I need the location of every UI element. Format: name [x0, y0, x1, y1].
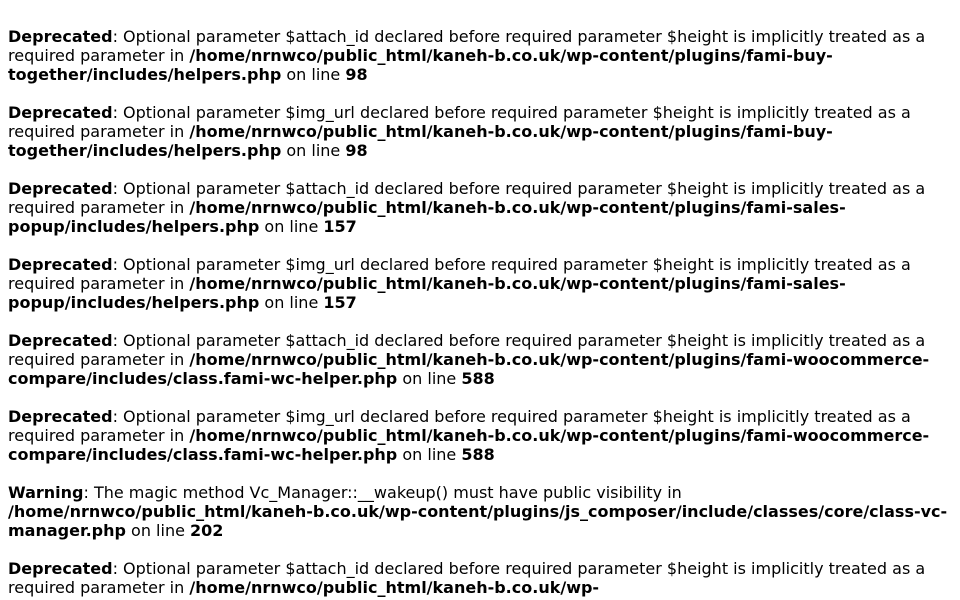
notice-3: [8, 179, 952, 236]
notice-on-line-text: on line: [397, 445, 462, 464]
notice-level: Deprecated: [8, 103, 113, 122]
notice-file-path: /home/nrnwco/public_html/kaneh-b.co.uk/wp-content/plugins/fami-sales-popup/includes/helpers.php: [8, 274, 846, 312]
notice-on-line-text: on line: [259, 217, 324, 236]
notice-line-number: 98: [345, 65, 368, 84]
notice-message: : The magic method Vc_Manager::__wakeup() must have public visibility in: [83, 483, 682, 502]
notice-line-number: 157: [323, 217, 357, 236]
notice-line-number: 202: [190, 521, 224, 540]
notice-level: Deprecated: [8, 331, 113, 350]
notice-level: Deprecated: [8, 255, 113, 274]
notice-level: Deprecated: [8, 407, 113, 426]
notice-line-number: 98: [345, 141, 368, 160]
notice-on-line-text: on line: [125, 521, 191, 540]
notice-message: : Optional parameter $attach_id declared before required parameter $height is implicitly treated as a required parameter in: [8, 559, 926, 597]
notice-message: : Optional parameter $img_url declared before required parameter $height is implicitly treated as a required parameter in: [8, 255, 911, 293]
notice-message: : Optional parameter $attach_id declared before required parameter $height is implicitly treated as a required parameter in: [8, 27, 926, 65]
notice-level: Deprecated: [8, 559, 113, 578]
notice-line-number: 588: [461, 445, 495, 464]
notice-file-path: /home/nrnwco/public_html/kaneh-b.co.uk/wp-content/plugins/fami-buy-together/includes/helpers.php: [8, 46, 833, 84]
notice-1: [8, 27, 952, 84]
notice-message: : Optional parameter $attach_id declared before required parameter $height is implicitly treated as a required parameter in: [8, 331, 926, 369]
notice-on-line-text: on line: [281, 141, 346, 160]
notice-file-path: /home/nrnwco/public_html/kaneh-b.co.uk/wp-content/plugins/fami-buy-together/includes/helpers.php: [8, 122, 833, 160]
notice-file-path: /home/nrnwco/public_html/kaneh-b.co.uk/wp-content/plugins/fami-woocommerce-compare/includes/class.fami-wc-helper.php: [8, 350, 930, 388]
notice-5: [8, 331, 952, 388]
notice-message: : Optional parameter $img_url declared before required parameter $height is implicitly treated as a required parameter in: [8, 407, 911, 445]
notice-file-path: /home/nrnwco/public_html/kaneh-b.co.uk/wp-content/plugins/js_composer/include/classes/core/class-vc-manager.php: [8, 502, 948, 540]
notice-message: : Optional parameter $img_url declared before required parameter $height is implicitly treated as a required parameter in: [8, 103, 911, 141]
notice-line-number: 157: [323, 293, 357, 312]
notice-6: [8, 407, 952, 464]
notice-on-line-text: on line: [281, 65, 346, 84]
notice-4: [8, 255, 952, 312]
notice-2: [8, 103, 952, 160]
notice-level: Deprecated: [8, 27, 113, 46]
notice-message: : Optional parameter $attach_id declared before required parameter $height is implicitly treated as a required parameter in: [8, 179, 926, 217]
notice-on-line-text: on line: [259, 293, 324, 312]
notice-7: [8, 483, 952, 540]
notice-file-path: /home/nrnwco/public_html/kaneh-b.co.uk/wp-content/plugins/fami-woocommerce-compare/includes/class.fami-wc-helper.php: [8, 426, 930, 464]
notice-level: Warning: [8, 483, 84, 502]
notice-line-number: 588: [461, 369, 495, 388]
notice-level: Deprecated: [8, 179, 113, 198]
notice-8: [8, 559, 952, 597]
notice-on-line-text: on line: [397, 369, 462, 388]
notice-file-path: /home/nrnwco/public_html/kaneh-b.co.uk/wp-content/plugins/fami-sales-popup/includes/helpers.php: [8, 198, 846, 236]
notice-file-path: /home/nrnwco/public_html/kaneh-b.co.uk/wp-: [189, 578, 600, 597]
